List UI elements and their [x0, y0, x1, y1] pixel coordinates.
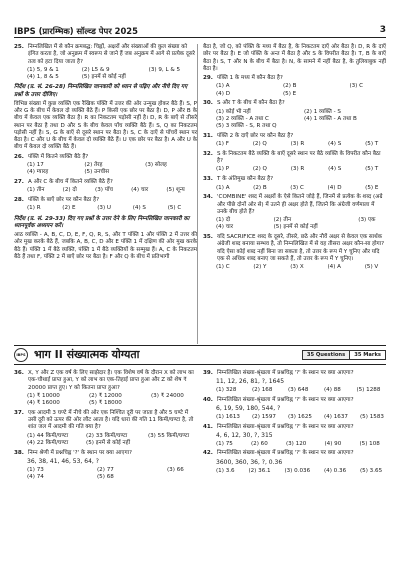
option-5[interactable]: (5) ₹ 18000	[89, 400, 122, 407]
option-2[interactable]: (2) B	[282, 83, 297, 90]
option-2[interactable]: (2) Q	[252, 141, 267, 148]
option-3[interactable]: (3) ₹ 24000	[151, 392, 184, 399]
marks-count: 35 Marks	[354, 351, 381, 358]
question-30	[203, 100, 386, 130]
left-column	[14, 44, 197, 263]
option-2[interactable]: (2) L5 & 9	[81, 66, 110, 73]
page-header	[14, 24, 386, 38]
number-series: 36, 38, 41, 46, 53, 64, ?	[27, 457, 99, 465]
number-series: 4, 6, 12, 30, ?, 315	[216, 431, 273, 439]
bottom-right-column	[203, 370, 386, 477]
option-3[interactable]: (3) पाँच	[95, 187, 113, 194]
section-title: भाग II संख्यात्मक योग्यता	[34, 347, 140, 361]
question-number: 34.	[203, 194, 213, 201]
question-number: 26.	[14, 153, 24, 160]
book-title: IBPS (प्रारम्भिक) सॉल्व्ड पेपर 2025	[14, 26, 138, 37]
option-2[interactable]: (2) 33 किमी/घण्टा	[86, 432, 128, 439]
option-1[interactable]: (1) तीन	[27, 187, 45, 194]
option-2[interactable]: (2) B	[253, 184, 267, 191]
option-4[interactable]: (4) S	[328, 141, 342, 148]
question-text: यदि SACRIFICE शब्द के दूसरे, तीसरे, छठे और नौवें अक्षर से केवल एक सार्थक अंग्रेजी शब्द बनाया सम्भव है, तो निम्नलिखित में से वह तीसरा अक्षर कौन-सा होगा? यदि ऐसा कोई शब्द नहीं बिना जा सकता है, तो उत्तर के रूप में Y चुनिए और यदि एक से अधिक शब्द बनाए जा सकते हैं, तो उत्तर के रूप में Y चुनिए।	[217, 234, 385, 262]
option-1[interactable]: (1) 3.6	[216, 467, 235, 474]
question-number: 30.	[203, 100, 213, 107]
question-text: निम्नलिखित संख्या-श्रृंखला में प्रश्नचिह्न '?' के स्थान पर क्या आएगा?	[217, 450, 354, 457]
question-35	[203, 234, 386, 271]
passage-26-28: विभिन्न संख्या में कुछ व्यक्ति एक रैखिक पंक्ति में उत्तर की ओर उन्मुख होकर बैठे हैं। S, P और G के बीच में केवल दो व्यक्ति बैठे हैं। P किसी एक छोर पर बैठा है। D, P और B के बीच में केवल एक व्यक्ति बैठा है। R का निकटतम पड़ोसी नहीं है। D, R के बाएँ से तीसरे स्थान पर बैठा है तथा D और S के बीच केवल पाँच व्यक्ति बैठे हैं। S, Q का निकटतम पड़ोसी नहीं है। S, G के बाएँ से दूसरे स्थान पर बैठा है। S, C के दाएँ से पाँचवें स्थान पर बैठा है। C और U के बीच में केवल दो व्यक्ति बैठे हैं। U एक छोर पर बैठा है। A और U के बीच में केवल दो व्यक्ति बैठे हैं।	[14, 100, 197, 151]
number-series: 11, 12, 26, 81, ?, 1645	[216, 378, 285, 386]
option-4[interactable]: (4) S	[132, 205, 146, 212]
option-3[interactable]: (3) सोलह	[145, 161, 167, 168]
option-4[interactable]: (4) 0.36	[323, 467, 347, 474]
option-5[interactable]: (5) T	[365, 141, 379, 148]
option-1[interactable]: (1) 1613	[216, 413, 240, 420]
passage-29-33: आठ व्यक्ति - A, B, C, D, E, F, Q, R, S, और T पंक्ति 1 और पंक्ति 2 में उत्तर की ओर मुख करके बैठे हैं, जबकि A, B, C, D और E पंक्ति 1 में दक्षिण की ओर मुख करके बैठे हैं। पंक्ति 1 में बैठे व्यक्ति, पंक्ति 1 में बैठे व्यक्तियों के सम्मुख हैं। A, C के निकटतम बैठे हैं तथा F, पंक्ति 2 में बाएँ छोर पर बैठा है। F और Q के बीच में प्रतिभागी	[14, 232, 197, 260]
option-5[interactable]: (5) 3 व्यक्ति - S, R तथा Q	[216, 123, 277, 130]
question-39	[203, 370, 386, 394]
question-number: 29.	[203, 75, 213, 82]
question-31	[203, 133, 386, 149]
option-1[interactable]: (1) 17	[27, 161, 44, 168]
option-3[interactable]: (3) 120	[285, 440, 307, 447]
option-1[interactable]: (1) A	[216, 83, 230, 90]
question-number: 42.	[203, 450, 213, 457]
question-text: निम्नलिखित में से कौन क्रमबद्ध: चिह्नों, अक्षरों और संख्याओं की कुल संख्या को इंगित करता है, जो अनुक्रम में स्वरूप से जाने हैं जब अनुक्रम में आगे से प्रत्येक दूसरे तत्व को हटा दिया जाता है?	[28, 44, 195, 65]
question-number: 37.	[14, 409, 24, 416]
option-5[interactable]: (5) C	[167, 205, 182, 212]
right-column	[203, 44, 386, 274]
option-3[interactable]: (3) R	[290, 166, 305, 173]
option-5[interactable]: (5) 1583	[360, 413, 384, 420]
option-4[interactable]: (4) ग्यारह	[27, 169, 49, 176]
question-38	[14, 450, 197, 482]
option-2[interactable]: (2) 36.1	[248, 467, 271, 474]
option-5[interactable]: (5) E	[365, 184, 379, 191]
question-32	[203, 151, 386, 174]
option-3[interactable]: (3) 66	[167, 466, 184, 473]
question-34	[203, 194, 386, 231]
option-4[interactable]: (4) चार	[131, 187, 149, 194]
option-5[interactable]: (5) इनमें से कोई नहीं	[273, 224, 318, 231]
option-1[interactable]: (1) 73	[27, 466, 44, 473]
question-text: X, Y और Z एक वर्ष के लिए साझेदार है। एक विशेष वर्ष के दौरान X को लाभ का एक-चौथाई प्राप्त हुआ, Y को लाभ का एक-तिहाई प्राप्त हुआ और Z को शेष ₹ 20000 प्राप्त हुए। Y को कितना प्राप्त हुआ?	[28, 370, 194, 391]
publisher-logo: IBPS	[14, 348, 28, 362]
question-number: 38.	[14, 449, 24, 456]
question-text: निम्नलिखित संख्या-श्रृंखला में प्रश्नचिह्न '?' के स्थान पर क्या आएगा?	[217, 396, 354, 403]
directions-26-28: निर्देश (प्र. सं. 26-28) निम्नलिखित जानकारी को ध्यान से पढ़िए और नीचे दिए गए प्रश्नों के उत्तर दीजिए।	[14, 84, 188, 98]
question-text: S और T के बीच में कौन बैठा है?	[217, 100, 285, 107]
option-4[interactable]: (4) A	[327, 264, 341, 271]
option-3[interactable]: (3) 648	[288, 387, 309, 394]
question-number: 25.	[14, 44, 24, 50]
section-header	[14, 345, 386, 365]
question-number: 32.	[203, 150, 213, 157]
question-number: 35.	[203, 234, 213, 241]
option-1[interactable]: (1) 75	[216, 440, 233, 447]
option-5[interactable]: (5) शून्य	[166, 187, 185, 194]
directions-29-33: निर्देश (प्र. सं. 29-33) दिए गए प्रश्नों के उत्तर देने के लिए निम्नलिखित जानकारी का ध्यानपूर्वक अध्ययन करें।	[14, 215, 190, 229]
question-40	[203, 397, 386, 421]
number-series: 6, 19, 59, 180, 544, ?	[216, 405, 281, 413]
question-number: 28.	[14, 197, 24, 204]
question-41	[203, 424, 386, 448]
question-text: निम्नलिखित संख्या-श्रृंखला में प्रश्नचिह्न '?' के स्थान पर क्या आएगा?	[217, 423, 354, 430]
question-29	[203, 75, 386, 98]
question-25	[14, 44, 197, 81]
question-28	[14, 197, 197, 213]
option-5[interactable]: (5) उनचीस	[84, 169, 110, 176]
question-26	[14, 154, 197, 177]
option-4[interactable]: (4) D	[327, 184, 342, 191]
option-1[interactable]: (1) दो	[216, 217, 231, 224]
option-5[interactable]: (5) 1288	[356, 387, 381, 394]
option-4[interactable]: (4) S	[328, 166, 342, 173]
option-5[interactable]: (5) इनमें से कोई नहीं	[86, 439, 131, 446]
option-4[interactable]: (4) 88	[324, 387, 341, 394]
question-number: 33.	[203, 176, 213, 183]
option-1[interactable]: (1) C	[216, 264, 230, 271]
option-2[interactable]: (2) तीन	[273, 217, 292, 224]
option-3[interactable]: (3) 0.036	[284, 467, 311, 474]
question-42	[203, 450, 386, 474]
option-1[interactable]: (1) A	[216, 184, 230, 191]
page-number: 3	[379, 25, 386, 36]
option-3[interactable]: (3) 9, L & 5	[148, 66, 181, 73]
passage-continued: बैठा है, जो Q, को पंक्ति के मध्य में बैठा है, के निकटतम दाएँ ओर बैठा है। D, R के दाएँ छोर पर बैठा है। E जो पंक्ति के अन्त में बैठा है और S के विपरीत बैठा है। T, B के बाएँ बैठा है। S, T और N के बीच में बैठा है। N, के सामने में नहीं बैठा है, के तुलियाबुक नहीं बैठा है।	[203, 44, 386, 72]
option-1[interactable]: (1) 44 किमी/घण्टा	[27, 432, 69, 439]
option-3[interactable]: (3) 1625	[288, 413, 312, 420]
option-5[interactable]: (5) 3.65	[359, 467, 383, 474]
section-meta	[302, 350, 386, 361]
option-1[interactable]: (1) R	[27, 205, 41, 212]
option-2[interactable]: (2) ₹ 12000	[89, 392, 122, 399]
option-5[interactable]: (5) V	[364, 264, 379, 271]
question-text: एक आदमी 3 घण्टे में नीचे की ओर एक निश्चित दूरी पर जाता है और 5 घण्टे में उसी दूरी को ऊपर की ओर लौट आता है। यदि धारा की गति 11 किमी/घण्टा है, तो शांत जल में आदमी की गति क्या है?	[28, 409, 194, 431]
option-1[interactable]: (1) कोई भी नहीं	[216, 108, 251, 115]
option-2[interactable]: (2) तेरह	[84, 161, 103, 168]
option-1[interactable]: (1) 5, 9 & 1	[27, 66, 59, 73]
option-2[interactable]: (2) Q	[252, 166, 267, 173]
option-4[interactable]: (4) 74	[27, 473, 44, 480]
option-1[interactable]: (1) 328	[216, 387, 237, 394]
question-number: 27.	[14, 179, 24, 186]
option-4[interactable]: (4) D	[216, 90, 231, 97]
option-5[interactable]: (5) 68	[97, 473, 114, 480]
option-3[interactable]: (3) 55 किमी/घण्टा	[147, 432, 190, 439]
question-number: 41.	[203, 423, 213, 430]
option-3[interactable]: (3) C	[349, 83, 364, 90]
question-number: 39.	[203, 370, 213, 376]
question-text: T के अंतिमुख कौन बैठा है?	[217, 176, 274, 183]
option-3[interactable]: (3) 2 व्यक्ति - A तथा C	[216, 115, 269, 122]
question-text: पंक्ति 2 के दाएँ छोर पर कौन बैठा है?	[217, 132, 294, 139]
option-3[interactable]: (3) एक	[358, 217, 376, 224]
option-2[interactable]: (2) 60	[250, 440, 268, 447]
question-count: 35 Questions	[303, 351, 350, 360]
option-3[interactable]: (3) C	[290, 184, 304, 191]
question-37	[14, 410, 197, 447]
option-2[interactable]: (2) E	[62, 205, 76, 212]
question-27	[14, 179, 197, 195]
question-text: निम्नलिखित संख्या-श्रृंखला में प्रश्नचिह्न '?' के स्थान पर क्या आएगा?	[217, 370, 354, 376]
option-3[interactable]: (3) X	[290, 264, 304, 271]
option-1[interactable]: (1) ₹ 10000	[27, 392, 60, 399]
option-3[interactable]: (3) R	[290, 141, 305, 148]
option-4[interactable]: (4) 1, 8 & 5	[27, 74, 59, 81]
option-3[interactable]: (3) U	[97, 205, 112, 212]
question-text: पंक्ति के बाएँ छोर पर कौन बैठा है?	[28, 197, 100, 204]
option-1[interactable]: (1) P	[216, 166, 230, 173]
question-33	[203, 176, 386, 192]
number-series: 3600, 360, 36, ?, 0.36	[216, 458, 283, 466]
option-4[interactable]: (4) ₹ 16000	[27, 400, 60, 407]
option-5[interactable]: (5) T	[365, 166, 379, 173]
question-text: पंक्ति 1 के मध्य में कौन बैठा है?	[217, 75, 283, 82]
option-2[interactable]: (2) 168	[252, 387, 273, 394]
option-5[interactable]: (5) 108	[359, 440, 380, 447]
option-4[interactable]: (4) 1637	[324, 413, 348, 420]
question-text: A और C के बीच में कितने व्यक्ति बैठे हैं?	[28, 179, 113, 186]
question-number: 36.	[14, 370, 24, 376]
question-text: निम्न श्रेणी में प्रश्नचिह्न '?' के स्थान पर क्या आएगा?	[28, 449, 133, 456]
question-number: 31.	[203, 132, 213, 139]
option-2[interactable]: (2) 1 व्यक्ति - S	[304, 108, 341, 115]
option-2[interactable]: (2) 77	[97, 466, 114, 473]
option-4[interactable]: (4) 1 व्यक्ति - A तथा B	[304, 115, 357, 122]
option-5[interactable]: (5) इनमें से कोई नहीं	[81, 74, 126, 81]
bottom-left-column	[14, 370, 197, 484]
option-2[interactable]: (2) Y	[253, 264, 267, 271]
question-text: S के निकटतम बैठे व्यक्ति के बाएँ दूसरे स्थान पर बैठे व्यक्ति के विपरीत कौन बैठा है?	[217, 150, 381, 165]
option-1[interactable]: (1) F	[216, 141, 229, 148]
question-number: 40.	[203, 396, 213, 403]
option-2[interactable]: (2) दो	[62, 187, 77, 194]
column-divider	[197, 44, 198, 344]
option-4[interactable]: (4) चार	[216, 224, 233, 231]
question-36	[14, 370, 197, 407]
option-5[interactable]: (5) E	[282, 90, 297, 97]
option-2[interactable]: (2) 1597	[252, 413, 276, 420]
question-text: 'COMBINE' शब्द में अक्षरों के ऐसे कितने जोड़े हैं, जिनमें से प्रत्येक के शब्द (अग्रे और पीछे दोनों ओर से) में उतने ही अक्षर होते हैं, जितने कि अंग्रेजी वर्णमाला में उनके बीच होते हैं?	[217, 194, 383, 215]
option-4[interactable]: (4) 90	[324, 440, 342, 447]
question-text: पंक्ति में कितने व्यक्ति बैठे हैं?	[28, 153, 89, 160]
option-4[interactable]: (4) 22 किमी/घण्टा	[27, 439, 69, 446]
